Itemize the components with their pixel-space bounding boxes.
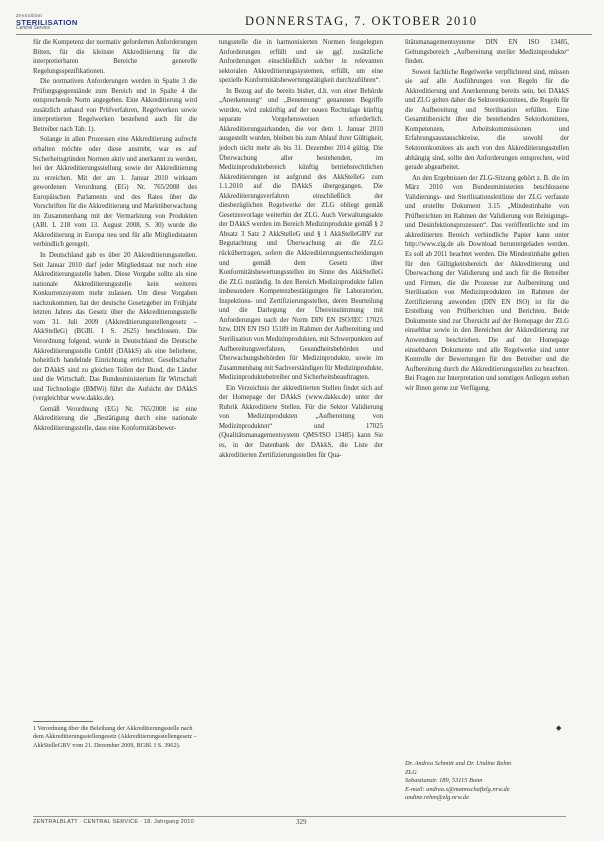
logo-line-3: Central Service [16,25,51,31]
article-end-mark: ◆ [556,724,562,732]
paragraph: Ein Verzeichnis der akkreditierten Stellen findet sich auf der Homepage der DAkkS (www.dakks.de) unter der Rubrik Akkreditierte Stellen. Für die Sektor Validierung von Medizinprodukten „Aufbereitung von Medizinprodukten“ und 17025 (Qualitätsmanagementsystem QMS/ISO 13485) kann Sie es, in der Datenbank der DAkkS, die Liste der akkreditierten Zertifizierungsstellen für Qua- [219,384,383,459]
paragraph: für die Kompetenz der normativ geforderten Anforderungen Bitten, für die kleinste Akkreditierung für die interpretierbaren Bereiche generelle Regelungsspezifikationen. [33,39,197,75]
paragraph: tungsstelle die in harmonisierten Normen festgelegten Anforderungen erfüllt und sie ggf. zusätzliche Anforderungen einschließlich solcher in relevanten sektoralen Akkreditierungssystemen, erfüllt, um eine spezielle Konformitätsbewertungstätigkeit durchzuführen“. [219,39,383,85]
paragraph: Solange in allen Prozessen eine Akkreditierung aufrecht erhalten möchte oder diese anstrebt, war es auf Sicherheitsgründen Normen aktiv und anerkannt zu werden, bei der Akkreditierungsstellung sowie der Akkreditierung zu erreichen. Mit der am 1. Januar 2010 wirksam gewordenen Verordnung (EG) Nr. 765/2008 des Europäischen Parlaments und des Rates über die Vorschriften für die Akkreditierung und Marktüberwachung im Zusammenhang mit der Vermarktung von Produkten (ABl. L 218 vom 13. August 2008, S. 30) wurde die Akkreditierung in Europa neu und für alle Mitgliedstaaten verbindlich geregelt. [33,136,197,249]
paragraph: In Deutschland gab es über 20 Akkreditierungsstellen. Seit Januar 2010 darf jeder Mitgliedstaat nur noch eine Akkreditierungsstelle haben. Diese Vorgabe sollte als eine nationale Akkreditierungsstelle kein weiteres Konkurrenzsystem mehr zulassen. Um diese Vorgaben nachzukommen, hat der deutsche Gesetzgeber im Frühjahr letzten Jahres das Gesetz über die Akkreditierungsstelle vom 31. Juli 2009 (Akkreditierungsstellengesetz – AkkStelleG) (BGBl. I S. 2625) beschlossen. Die Verordnung folgend, wurde in Deutschland die Deutsche Akkreditierungsstelle GmbH (DAkkS) als eine beliehene, hoheitlich handelnde Einrichtung errichtet. Gesellschafter der DAkkS sind zu gleichen Teilen der Bund, die Länder und die Wirtschaft. Das Bundesministerium für Wirtschaft und Technologie (BMWi) führt die Aufsicht der DAkkS (vergleichbar www.dakks.de). [33,252,197,403]
journal-logo [16,14,76,31]
text-column-2 [219,38,383,461]
footer-journal: ZENTRALBLATT · CENTRAL SERVICE · 18. Jahrgang 2010 [33,819,194,825]
author-email-1: E-mail: andrea.s@mannschaftzlg.nrw.de [405,785,510,793]
author-names: Dr. Andrea Schmitt und Dr. Undine Rehm [405,760,512,767]
paragraph: In Bezug auf die bereits bisher, d.h. von einer Behörde „Anerkennung“ und „Benennung“ genannten Begriffe wurden, wird zukünftig auf der neuen Rechtslage künftig separate Vorgehensweisen erforderlich. Akkreditierungsurkunden, die vor dem 1. Januar 2010 ausgestellt wurden, bleiben bis zum Ablauf ihrer Gültigkeit, jedoch nicht mehr als bis 31. Dezember 2014 gültig. Die Überwachung aller bestehenden, im Medizinproduktebereich künftig betriebsrechtlichen Akkreditierungen ist aufgrund des AkkStelleG zum 1.1.2010 auf die DAkkS übergegangen. Die Akkreditierungsverfahren einschließlich der diesbezüglichen Regelwerke der ZLG obliegt gemäß Gesetzesvorlage weiterhin der ZLG. Auch Verwaltungsakte der DAkkS werden im Bereich Medizinprodukte gemäß § 2 Absatz 3 Satz 2 AkkStelleG und § 1 AkkStelleGBV zur Begutachtung und Überwachung an die ZLG rückübertragen, sofern die Akkreditierungsentscheidungen und gemäß dem Gesetz über Konformitätsbewertungsstellen im Sinne des AkkStelleG die ZLG zuständig. In den Bereich Medizinprodukte fallen insbesondere Kompetenzbestätigungen für Laboratorien, Inspektions- und Zertifizierungsstellen, deren Beurteilung und die Darlegung der Übereinstimmung mit Anforderungen nach der Norm DIN EN ISO/IEC 17025 bzw. DIN EN ISO 15189 im Rahmen der Aufbereitung und Sterilisation von Medizinprodukten, mit Schwerpunkten auf Aufbereitungsverfahren, Gesundheitsbehörden und Überwachungsbehörden für Medizinprodukte, sowie im Zusammenhang mit Sachverständigen für Medizinprodukte, Medizinproduktebetreiber und Sicherheitsbeauftragten. [219,87,383,382]
footnote-divider [33,721,93,722]
author-info [405,760,569,803]
logo-line-2: STERILISATION [16,17,78,27]
author-email-2: undine.rehm@zlg.nrw.de [405,794,469,802]
paragraph: litätsmanagementsysteme DIN EN ISO 13485, Geltungsbereich „Aufbereitung steriler Medizinprodukte“ finden. [405,39,569,66]
author-address: Sebastianstr. 189, 53115 Bonn [405,777,483,785]
logo-line-1: Zentralblatt [16,13,43,18]
text-column-3 [405,38,569,394]
paragraph: Die normativen Anforderungen werden in Spalte 3 die Prüfungsgegenstände zum Bereich und in Spalte 4 die entsprechende Norm angegeben. Eine Akkreditierung wird zusätzlich anhand von Prüfverfahren, Regelwerken sowie interpretierten Regelwerken bestehend auch für die Betreiber nach Tab. 1). [33,78,197,133]
footer-divider [33,816,566,817]
paragraph: An den Ergebnissen der ZLG-Sitzung gehört z. B. die im März 2010 von Bundesministerien beschlossene Validierungs- und Sterilisationsleitlinie der ZLG verfasste und erstellte Dokument 3.15 „Mindestinhalte von Prüfberichten im Rahmen der Validierung von Reinigungs- und Desinfektionsprozessen“. Das veröffentlichte und im akkreditierten Bereich verbindliche Papier kann unter http://www.zlg.de als Download heruntergeladen werden. Es soll ab 2011 beachtet werden. Die Mindestinhalte gelten für den Gültigkeitsbereich der Akkreditierung und Überwachung der Validierung und auch für die Betreiber und Firmen, die die Prozesse zur Aufbereitung und Sterilisation von Medizinprodukten im Rahmen der Zertifizierung anwenden (DIN EN ISO) ist für die Erstellung von Prüfberichten und Berichten. Beide Dokumente sind zur Übersicht auf der Homepage der ZLG einsehbar sowie in den Bereichen der Akkreditierung zur Anwendung beschrieben. Die auf der Homepage einsehbaren Dokumente und alle Regelwerke sind unter Kontrolle der Bewertungen für den Betreiber und die Aufbereitung durch die Akkreditierungsstellen zu beachten. Bei Fragen zur Interpretation und sonstigen Anliegen stehen wir Ihnen gerne zur Verfügung. [405,174,569,392]
page-number: 329 [296,818,307,826]
paragraph: Soweit fachliche Regelwerke verpflichtend sind, müssen sie auf alle Ausführungen von Regeln für die Akkreditierung und Anerkennung bereits sein, bei DAkkS und ZLG gelten daher die Sektorenkomitees, die Regeln für die Aufbereitung und Sterilisation erfüllen. Eine Gesamtübersicht über die bestehenden Sektorkomitees, Kompetenzen, Arbeitskommissionen und Erfahrungsaustauschkreise, die sowohl der Sektorenkomitees als auch von den Akkreditierungsstellen abhängig sind, sollte den Anforderungen entsprechen, wird gerade abgearbeitet. [405,68,569,172]
header-divider [16,34,592,35]
author-org: ZLG [405,768,417,776]
paragraph: Gemäß Verordnung (EG) Nr. 765/2008 ist eine Akkreditierung die „Bestätigung durch eine nationale Akkreditierungsstelle, dass eine Konformitätsbewer- [33,405,197,432]
footnote: 1 Verordnung über die Beleihung der Akkreditierungsstelle nach dem Akkreditierungsstellengesetz (Akkreditierungsstellengesetz – AkkStelleGBV vom 21. Dezember 2009, BGBl. I S. 3962). [33,725,197,749]
issue-date: DONNERSTAG, 7. OKTOBER 2010 [245,14,478,28]
text-column-1 [33,38,197,434]
